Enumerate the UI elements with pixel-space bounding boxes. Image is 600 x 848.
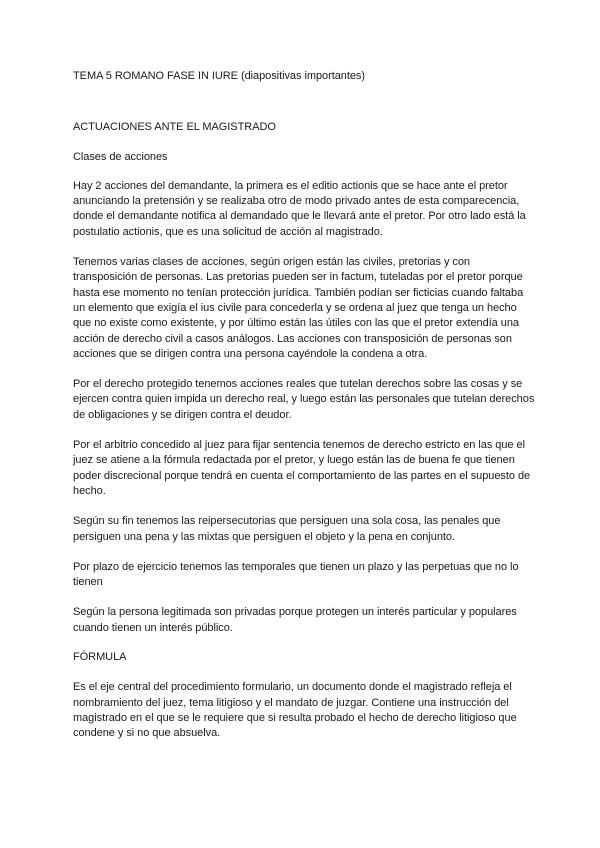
paragraph-acciones-demandante: Hay 2 acciones del demandante, la primera es el editio actionis que se hace ante el pretor anunciando la pretensión y se realizaba otro de modo privado antes de esta comparecencia, donde el demandante notifica al demandado que le llevará ante el pretor. Por otro lado está la postulatio actionis, que es una solicitud de acción al magistrado. xyxy=(73,179,526,238)
section-heading-actuaciones: ACTUACIONES ANTE EL MAGISTRADO xyxy=(73,121,276,134)
paragraph-formula: Es el eje central del procedimiento formulario, un documento donde el magistrado refleja el nombramiento del juez, tema litigioso y el mandato de juzgar. Contiene una instrucción del magistrado en el que se le requiere que si resulta probado el hecho de derecho litigioso que condene y si no que absuelva. xyxy=(73,681,517,740)
subsection-heading-clases: Clases de acciones xyxy=(73,150,168,163)
paragraph-arbitrio-juez: Por el arbitrio concedido al juez para fijar sentencia tenemos de derecho estricto en las que el juez se atiene a la fórmula redactada por el pretor, y luego están las de buena fe que tienen poder discrecional porque tendrá en cuenta el comportamiento de las partes en el supuesto de hecho. xyxy=(73,439,531,497)
paragraph-derecho-protegido: Por el derecho protegido tenemos acciones reales que tutelan derechos sobre las cosas y se ejercen contra quien impida un derecho real, y luego están las personales que tutelan derechos de obligaciones y se dirigen contra el deudor. xyxy=(73,378,535,421)
paragraph-plazo-ejercicio: Por plazo de ejercicio tenemos las temporales que tienen un plazo y las perpetuas que no lo tienen xyxy=(73,560,519,589)
paragraph-clases-origen: Tenemos varias clases de acciones, según origen están las civiles, pretorias y con transposición de personas. Las pretorias pueden ser in factum, tuteladas por el pretor porque hasta ese momento no tenían protección jurídica. También podían ser ficticias cuando faltaba un elemento que exigía el ius civile para concederla y se ordena al juez que tenga un hecho que no existe como existente, y por último están las útiles con las que el pretor extendía una acción de derecho civil a casos análogos. Las acciones con transposición de personas son acciones que se dirigen contra una persona cayéndole la condena a otra. xyxy=(73,256,524,360)
section-heading-formula: FÓRMULA xyxy=(73,651,127,664)
document-body xyxy=(73,69,535,742)
paragraph-segun-fin: Según su fin tenemos las reipersecutorias que persiguen una sola cosa, las penales que persiguen una pena y las mixtas que persiguen el objeto y la pena en conjunto. xyxy=(73,515,501,543)
document-title: TEMA 5 ROMANO FASE IN IURE (diapositivas importantes) xyxy=(73,70,365,82)
paragraph-persona-legitimada: Según la persona legitimada son privadas porque protegen un interés particular y populares cuando tienen un interés público. xyxy=(73,606,517,634)
